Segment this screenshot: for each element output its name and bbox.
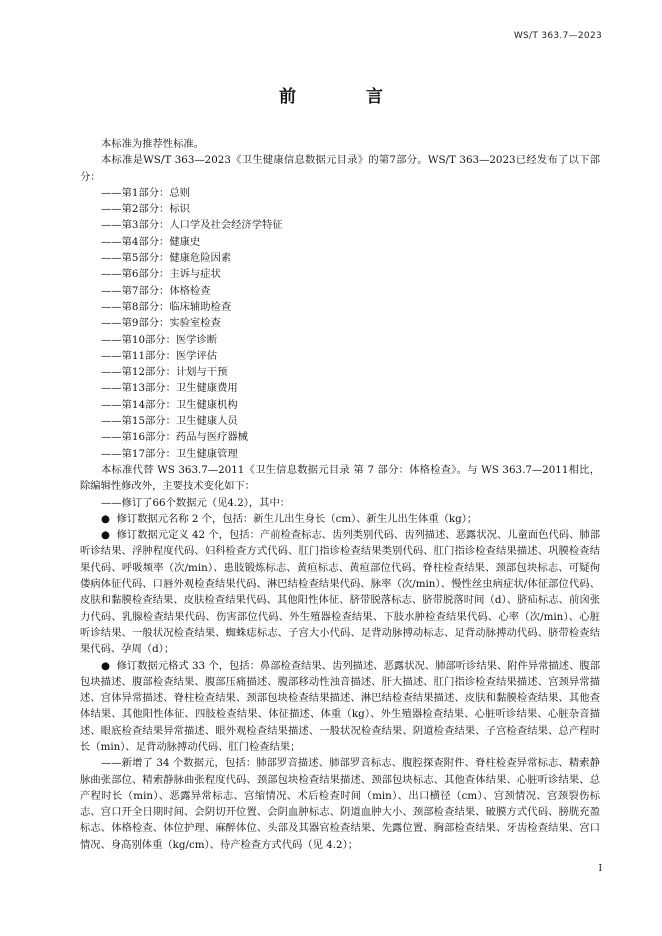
parts-list-item: ——第3部分：人口学及社会经济学特征 — [101, 219, 283, 232]
bullet-item-names — [80, 511, 600, 527]
bullet-item-definitions — [80, 527, 600, 657]
parts-list-item: ——第10部分：医学诊断 — [101, 333, 218, 346]
parts-list-item: ——第9部分：实验室检查 — [101, 317, 221, 330]
parts-list-item: ——第7部分：体格检查 — [101, 284, 211, 297]
parts-list-item: ——第14部分：卫生健康机构 — [101, 398, 238, 411]
parts-list-item: ——第4部分：健康史 — [101, 235, 201, 248]
parts-list-item: ——第5部分：健康危险因素 — [101, 252, 232, 265]
intro-paragraph-2: 本标准是WS/T 363—2023《卫生健康信息数据元目录》的第7部分。WS/T 363—2023已经发布了以下部分： — [80, 154, 600, 183]
parts-list-item: ——第2部分：标识 — [101, 203, 190, 216]
page-title: 前 言 — [279, 87, 415, 107]
parts-list-item: ——第17部分：卫生健康管理 — [101, 447, 238, 460]
bullet-text: 修订数据元名称 2 个，包括：新生儿出生身长（cm）、新生儿出生体重（kg）； — [116, 512, 478, 525]
parts-list — [80, 185, 600, 462]
parts-list-item: ——第6部分：主诉与症状 — [101, 268, 221, 281]
bullet-text: 修订数据元格式 33 个，包括：鼻部检查结果、齿列描述、恶露状况、肺部听诊结果、附件异常描述、腹部包块描述、腹部检查结果、腹部压痛描述、腹部移动性浊音描述、肝大描述、肛门指诊检查结果描述、宫颈异常描述、宫体异常描述、脊柱检查结果、颈部包块检查结果描述、淋巴结检查结果描述、皮肤和黏膜检查结果、其他查体结果、其他阳性体征、四肢检查结果、体征描述、体重（kg）、外生殖器检查结果、心脏听诊结果、心脏杂音描述、眼底检查结果异常描述、眼外观检查结果描述、一般状况检查结果、阴道检查结果、子宫检查结果、总产程时长（min）、足背动脉搏动代码、肛门检查结果； — [80, 659, 600, 753]
parts-list-item: ——第12部分：计划与干预 — [101, 366, 228, 379]
parts-list-item: ——第13部分：卫生健康费用 — [101, 382, 238, 395]
bullet-text: 修订数据元定义 42 个，包括：产前检查标志、齿列类别代码、齿列描述、恶露状况、儿童面色代码、肺部听诊结果、浮肿程度代码、妇科检查方式代码、肛门指诊检查结果类别代码、肛门指诊检查结果描述、巩膜检查结果代码、呼吸频率（次/min）、患肢锻炼标志、黄疸标志、黄疸部位代码、脊柱检查结果、颈部包块标志、可疑佝偻病体征代码、口唇外观检查结果代码、淋巴结检查结果代码、脉率（次/min）、慢性丝虫病症状/体征部位代码、皮肤和黏膜检查结果、皮肤检查结果代码、其他阳性体征、脐带脱落标志、脐带脱落时间（d）、脐疝标志、前囟张力代码、乳腺检查结果代码、伤害部位代码、外生殖器检查结果、下肢水肿检查结果代码、心率（次/min）、心脏听诊结果、一般状况检查结果、蜘蛛痣标志、子宫大小代码、足背动脉搏动标志、足背动脉搏动代码、脐带检查结果代码、孕周（d）； — [80, 529, 600, 656]
bullet-symbol: ● — [101, 512, 110, 525]
added-elements-paragraph: ——新增了 34 个数据元，包括：肺部罗音描述、肺部罗音标志、腹腔探查附件、脊柱检查异常标志、精索静脉曲张部位、精索静脉曲张程度代码、颈部包块检查结果描述、颈部包块标志、其他查体结果、心脏听诊结果、总产程时长（min）、恶露异常标志、宫缩情况、术后检查时间（min）、出口横径（cm）、宫颈情况、宫颈裂伤标志、宫口开全日期时间、会阴切开位置、会阴血肿标志、阴道血肿大小、颈部检查结果、破膜方式代码、膀胱充盈标志、体格检查、体位护理、麻醉体位、头部及其器官检查结果、先露位置、胸部检查结果、牙齿检查结果、宫口情况、身高别体重（kg/cm）、待产检查方式代码（见 4.2）； — [80, 757, 600, 851]
intro-paragraph-1: 本标准为推荐性标准。 — [101, 138, 204, 150]
replacement-paragraph: 本标准代替 WS 363.7—2011《卫生信息数据元目录 第 7 部分：体格检查》。与 WS 363.7—2011相比，除编辑性修改外，主要技术变化如下： — [80, 463, 600, 493]
parts-list-item: ——第15部分：卫生健康人员 — [101, 415, 238, 428]
parts-list-item: ——第1部分：总则 — [101, 186, 190, 199]
revised-count-line: ——修订了66个数据元（见4.2），其中： — [101, 496, 291, 509]
parts-list-item: ——第8部分：临床辅助检查 — [101, 300, 232, 313]
bullet-item-formats — [80, 658, 600, 756]
bullet-symbol: ● — [101, 659, 110, 672]
bullet-symbol: ● — [101, 529, 110, 542]
page-number: I — [598, 864, 602, 874]
parts-list-item: ——第11部分：医学评估 — [101, 349, 218, 362]
foreword-body — [80, 136, 600, 853]
document-code-header: WS/T 363.7—2023 — [513, 31, 602, 41]
parts-list-item: ——第16部分：药品与医疗器械 — [101, 431, 248, 444]
